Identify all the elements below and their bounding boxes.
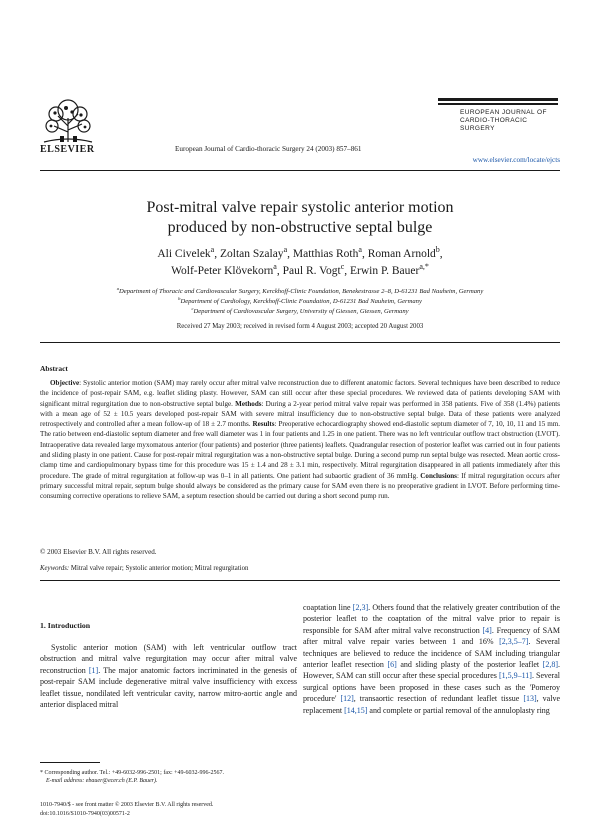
citation-link[interactable]: [2,3] [352,603,369,612]
affiliation-text: Department of Cardiology, Kerckhoff-Clinic Foundation, D-61231 Bad Nauheim, Germany [180,298,422,305]
affiliation [40,307,560,317]
corresponding-author-footnote [40,769,297,786]
author-affil-mark: b [435,245,440,255]
body-text: . Several techniques are believed to reduce the incidence of SAM including triangular anterior leaflet resection [303,637,560,670]
abstract-label: Results [252,420,275,429]
citation-link[interactable]: [12] [340,694,354,704]
journal-logo-line: CARDIO-THORACIC [460,116,528,124]
author-name[interactable]: Erwin P. Bauer [350,265,420,277]
journal-url-link[interactable]: www.elsevier.com/locate/ejcts [472,156,560,164]
publisher-name: ELSEVIER [40,144,95,155]
doi-link[interactable]: doi:10.1016/S1010-7940(03)00571-2 [40,810,130,817]
author-affil-mark: c [340,262,345,272]
section-heading: 1. Introduction [40,621,91,630]
body-text: coaptation line [303,603,353,612]
citation-link[interactable]: [14,15] [344,705,368,715]
abstract-top-divider [40,342,560,343]
abstract-label: Methods [235,399,262,408]
body-text: Systolic anterior motion (SAM) with left ventricular outflow tract obstruction and mitral valve regurgitation may occur after mitral valve reconstruction [40,643,297,675]
affiliation-text: Department of Thoracic and Cardiovascular Surgery, Kerckhoff-Clinic Foundation, Benekestrasse 2–8, D-61231 Bad Nauheim, Germany [119,288,484,295]
author-affil-mark: a [358,245,362,255]
author-affil-mark: a [210,245,215,255]
citation-link[interactable]: [2,3,5–7] [499,637,529,647]
citation-link[interactable]: [4] [482,625,492,635]
author-affil-mark: a [273,262,277,272]
keywords-label: Keywords: [40,565,70,572]
footnote-email[interactable]: E-mail address: ebauer@ecer.ch (E.P. Bauer). [46,778,158,785]
abstract-label: Conclusions [420,471,457,480]
front-matter-doi [40,801,340,818]
journal-logo-line: EUROPEAN JOURNAL OF [460,108,547,116]
body-text: . Others found that the relatively greater contribution of the posterior leaflet to the coaptation of the mitral valve prior to repair is responsible for SAM after mitral valve reconstruction [303,603,560,635]
abstract-text: : If mitral regurgitation occurs after primary successful mitral repair, septum bulge should always be considered as the primary cause for SAM even there is no preoperative gradient in LVOT. Before performing time-consuming corrective operations to relieve SAM, a septum resection should be carried out during a short second pump run. [40,471,560,501]
author-name[interactable]: Zoltan Szalay [220,248,284,260]
abstract-body [40,378,560,502]
keywords-text: Mitral valve repair; Systolic anterior motion; Mitral regurgitation [69,565,249,572]
body-text: , valve replacement [303,694,561,715]
abstract-label: Objective [50,379,80,387]
article-title-line: produced by non-obstructive septal bulge [167,219,433,236]
author-name[interactable]: Roman Arnold [367,248,436,260]
journal-logo [438,98,558,133]
citation-link[interactable]: [6] [387,660,397,670]
author-affil-mark: a [283,245,288,255]
author-line: Wolf-Peter Klövekorn$^a$, Paul R. Vogt$^c$, Erwin P. Bauer$^{a,*}$ [171,262,429,277]
received-dates: Received 27 May 2003; received in revised form 4 August 2003; accepted 20 August 2003 [176,323,424,330]
affiliation-mark: a [116,285,120,291]
front-matter-line: 1010-7940/$ - see front matter © 2003 Elsevier B.V. All rights reserved. [40,802,214,808]
body-column-left [40,642,297,710]
footnote-divider [40,762,100,763]
affiliation-mark: c [191,305,194,311]
abstract-heading: Abstract [40,364,68,373]
author-line: Ali Civelek$^a$, Zoltan Szalay$^a$, Matthias Roth$^a$, Roman Arnold$^b$, [157,245,443,260]
journal-logo-bar [438,98,558,101]
author-name[interactable]: Paul R. Vogt [282,265,341,277]
author-affil-mark: a,* [419,262,429,272]
copyright-notice: © 2003 Elsevier B.V. All rights reserved. [40,548,157,556]
author-name[interactable]: Matthias Roth [292,248,359,260]
citation-link[interactable]: [2,8] [542,660,558,670]
abstract-text: : Systolic anterior motion (SAM) may rarely occur after mitral valve reconstruction due to different anatomic factors. Several techniques have been described to reduce the incidence of post-repair SAM, e.g. leaflet sliding plasty. However, SAM can still occur after these special procedures. We reviewed data of patients developing SAM with significant mitral regurgitation due to non-obstructive septal bulge. [40,379,560,408]
body-text: . However, SAM can still occur after these special procedures [303,660,560,681]
article-title-line: Post-mitral valve repair systolic anterior motion [146,199,454,216]
affiliations [40,287,560,317]
body-text: , transaortic resection of redundant leaflet tissue [353,694,524,704]
citation-link[interactable]: [1] [88,665,99,675]
body-column-right [303,602,560,716]
affiliation [40,287,560,297]
journal-citation: European Journal of Cardio-thoracic Surgery 24 (2003) 857–861 [175,145,362,153]
abstract-bottom-divider [40,580,560,581]
author-name[interactable]: Ali Civelek [157,248,211,260]
journal-logo-line: SURGERY [460,124,495,132]
citation-link[interactable]: [1,5,9–11] [498,671,532,681]
abstract-text: : Preoperative echocardiography showed end-diastolic septum diameter of 7, 10, 10, 11 and 15 mm. The ratio between end-diastolic septum diameter and free wall diameter was 1 in four patients and 1.25 in one patient. There was no left ventricular outflow tract obstruction (LVOT). Intraoperative data revealed large myxomatous anterior (four patients) and posterior (three patients) leaflets. Quadrangular resection of posterior leaflet was carried out in four patients and sliding plasty in one patient. Cause for post-repair mitral regurgitation was a non-obstructive septal bulge. During a second pump run septal bulge was resected. Mean aortic cross-clamp time and cardiopulmonary bypass time for this procedure was 15 ± 1.4 and 28 ± 3.1 min, respectively. Mitral regurgitation disappeared in all patients immediately after this procedure. The grade of mitral regurgitation at follow-up was 0–1 in all patients. One patient had subaortic gradient of 36 mmHg. [40,420,561,480]
author-list [40,246,560,280]
affiliation-mark: b [178,295,181,301]
header-divider [40,170,560,171]
footnote-line: * Corresponding author. Tel.: +49-6032-996-2501; fax: +49-6032-996-2567. [40,770,225,776]
body-text: and complete or partial removal of the annuloplasty ring [367,705,550,715]
abstract-text: : During a 2-year period mitral valve repair was performed in 358 patients. Five of 358 (1.4%) patients with a mean age of 52 ± 10.5 years developed post-repair SAM with severe mitral insufficiency due to non-obstructive septal bulge. Data of these patients were analyzed retrospectively and controlled after a mean follow-up of 18 ± 2.7 months. [40,399,560,429]
body-text: . The major anatomic factors incriminated in the genesis of post-repair SAM include degenerative mitral valve insufficiency with excess leaflet tissue, nondilated left ventricular cavity, narrow mitro-aortic angle and anterior displaced mitral [40,665,297,710]
affiliation-text: Department of Cardiovascular Surgery, University of Giessen, Giessen, Germany [193,308,409,315]
journal-logo-bar [438,103,558,105]
citation-link[interactable]: [13] [523,694,537,704]
body-text: . Several surgical options have been proposed in these cases such as the 'Pomeroy procedure' [303,671,560,704]
article-title [40,198,560,238]
journal-logo-text [460,109,558,133]
keywords [40,565,248,572]
affiliation [40,297,560,307]
body-text: . Frequency of SAM after mitral valve repair varies between 1 and 16% [303,625,560,647]
author-name[interactable]: Wolf-Peter Klövekorn [171,265,274,277]
body-text: and sliding plasty of the posterior leaflet [396,660,543,670]
